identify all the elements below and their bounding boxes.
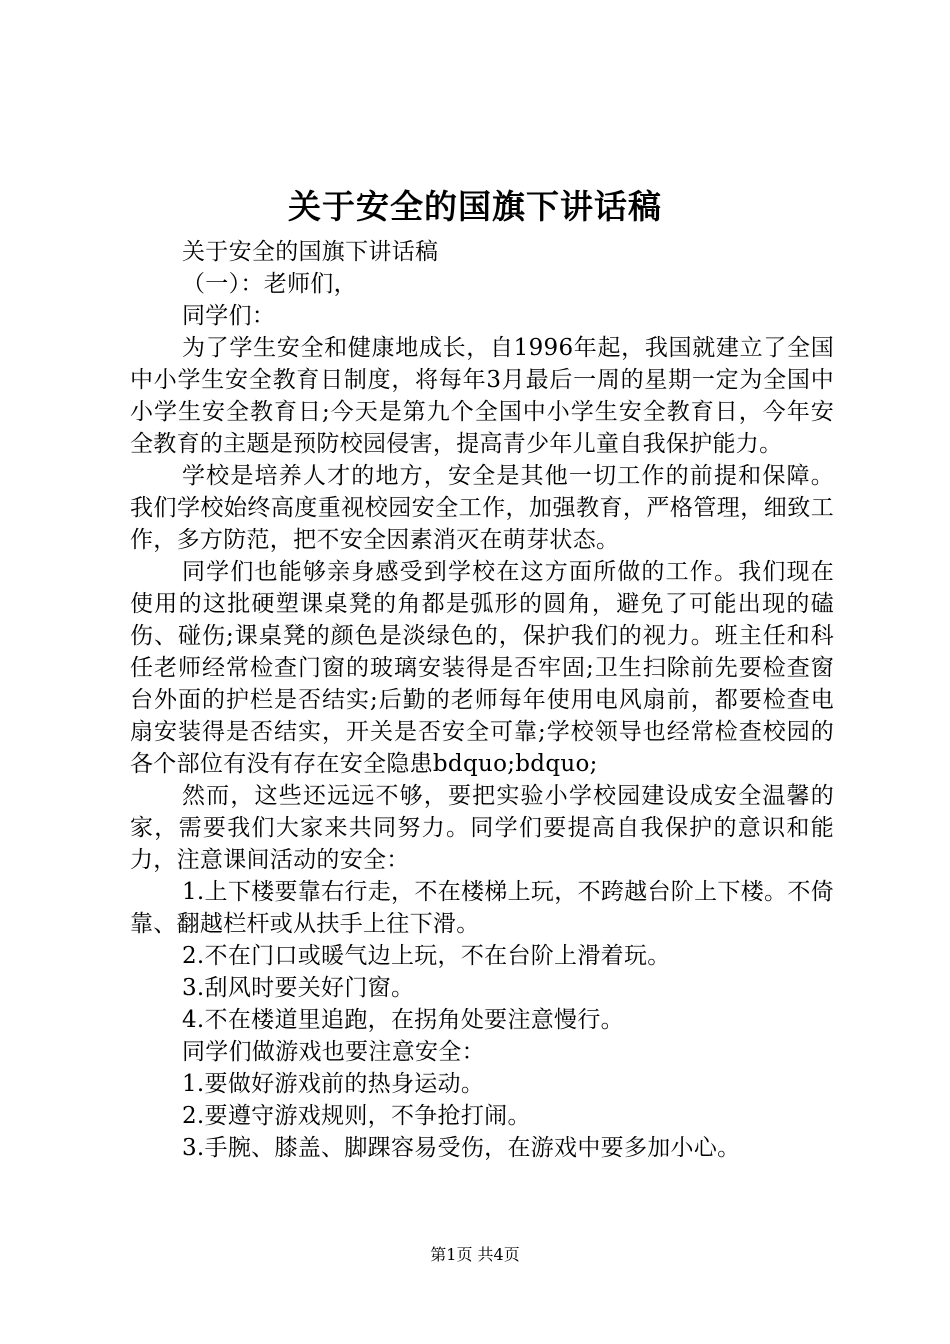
page-number-footer: 第1页 共4页 (430, 1245, 520, 1264)
paragraph-subtitle: 关于安全的国旗下讲话稿 (182, 239, 439, 265)
list-item: 2.要遵守游戏规则，不争抢打闹。 (182, 1103, 531, 1129)
paragraph: 同学们也能够亲身感受到学校在这方面所做的工作。我们现在使用的这批硬塑课桌凳的角都是弧形的圆角，避免了可能出现的磕伤、碰伤;课桌凳的颜色是淡绿色的，保护我们的视力。班主任和科任老师经常检查门窗的玻璃安装得是否牢固;卫生扫除前先要检查窗台外面的护栏是否结实;后勤的老师每年使用电风扇前，都要检查电扇安装得是否结实，开关是否安全可靠;学校领导也经常检查校园的各个部位有没有存在安全隐患bdquo;bdquo; (130, 559, 834, 777)
list-item: 1.上下楼要靠右行走，不在楼梯上玩，不跨越台阶上下楼。不倚靠、翻越栏杆或从扶手上往下滑。 (130, 879, 834, 937)
paragraph: 同学们做游戏也要注意安全： (182, 1039, 485, 1065)
document-body (130, 236, 834, 1164)
list-item: 4.不在楼道里追跑，在拐角处要注意慢行。 (182, 1007, 624, 1033)
paragraph: 学校是培养人才的地方，安全是其他一切工作的前提和保障。我们学校始终高度重视校园安全工作，加强教育，严格管理，细致工作，多方防范，把不安全因素消灭在萌芽状态。 (130, 463, 834, 553)
list-item: 3.刮风时要关好门窗。 (182, 975, 415, 1001)
paragraph: 为了学生安全和健康地成长，自1996年起，我国就建立了全国中小学生安全教育日制度，将每年3月最后一周的星期一定为全国中小学生安全教育日;今天是第九个全国中小学生安全教育日，今年安全教育的主题是预防校园侵害，提高青少年儿童自我保护能力。 (130, 335, 834, 457)
document-title: 关于安全的国旗下讲话稿 (288, 187, 662, 226)
paragraph-salutation: （一）：老师们， (182, 271, 357, 297)
paragraph: 然而，这些还远远不够，要把实验小学校园建设成安全温馨的家，需要我们大家来共同努力。同学们要提高自我保护的意识和能力，注意课间活动的安全： (130, 783, 834, 873)
paragraph-salutation-students: 同学们： (182, 303, 276, 329)
list-item: 1.要做好游戏前的热身运动。 (182, 1071, 485, 1097)
list-item: 2.不在门口或暖气边上玩，不在台阶上滑着玩。 (182, 943, 671, 969)
list-item: 3.手腕、膝盖、脚踝容易受伤，在游戏中要多加小心。 (182, 1135, 741, 1161)
